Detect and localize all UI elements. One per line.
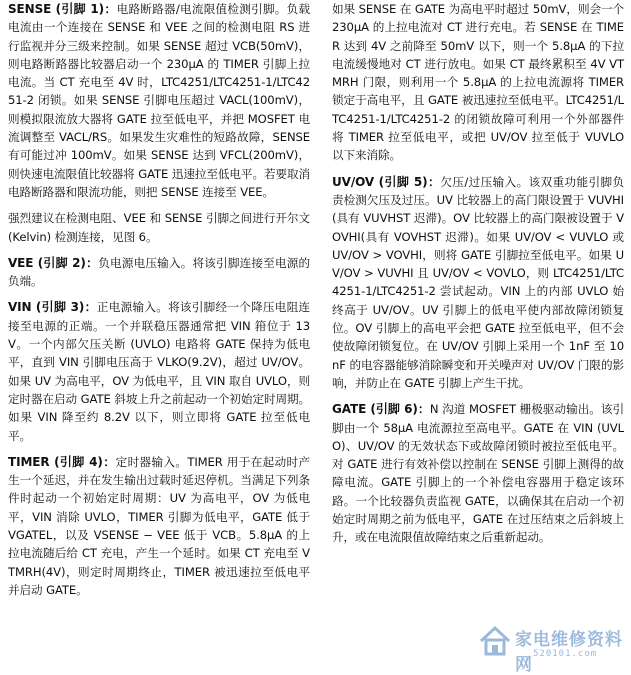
timer-continued <box>332 0 624 165</box>
pin-text: 定时器输入。TIMER 用于在起动时产生一个延迟，并在发生输出过载时延迟停机。当满足下列条件时起动一个初始定时周期：UV 为高电平，OV 为低电平，VIN 消除 UVLO，TIMER 引脚为低电平，GATE 低于 VGATEL，以及 VSENSE − VEE 低于 VCB。5.8μA 的上拉电流随后给 CT 充电，产生一个延时。如果 CT 充电至 VTMRH(4V)，则定时周期终止，TIMER 被迅速拉至低电平并启动 GATE。 <box>8 454 310 597</box>
left-column <box>8 0 310 599</box>
pin-description-vin <box>8 298 310 444</box>
pin-text: 负电源电压输入。将该引脚连接至电源的负端。 <box>8 255 311 289</box>
pin-text: 正电源输入。将该引脚经一个降压电阻连接至电源的正端。一个并联稳压器通常把 VIN 箝位于 13V。一个内部欠压关断 (UVLO) 电路将 GATE 保持为低电平，直到 VIN 引脚电压高于 VLKO(9.2V)，超过 UV/OV。如果 UV 为高电平，OV 为低电平，且 VIN 取自 UVLO，则定时器在启动 GATE 斜坡上升之前起动一个初始定时周期。如果 VIN 降至约 8.2V 以下，则立即将 GATE 拉至低电平。 <box>8 300 310 443</box>
watermark-text: 家电维修资料网 <box>515 630 623 675</box>
pin-heading: TIMER (引脚 4)： <box>8 454 116 469</box>
pin-heading: SENSE (引脚 1)： <box>8 2 117 16</box>
pin-text: 电路断路器/电流限值检测引脚。负载电流由一个连接在 SENSE 和 VEE 之间的检测电阻 RS 进行监视并分三级来控制。如果 SENSE 超过 VCB(50mV)，则电路断路器比较器启动一个 230μA 的 TIMER 引脚上拉电流。当 CT 充电至 4V 时，LTC4251/LTC4251-1/LTC4251-2 闭锁。如果 SENSE 引脚电压超过 VACL(100mV)，则模拟限流放大器将 GATE 拉至低电平，并把 MOSFET 电流调整至 VACL/RS。如果发生灾难性的短路故障，SENSE 有可能过冲 100mV。如果 SENSE 达到 VFCL(200mV)，则快速电流限值比较器将 GATE 迅速拉至低电平。若要取消电路断路器和限流功能，则把 SENSE 连接至 VEE。 <box>8 2 310 199</box>
pin-description-uv-ov <box>332 173 624 393</box>
pin-text: 如果 SENSE 在 GATE 为高电平时超过 50mV，则会一个 230μA 的上拉电流对 CT 进行充电。若 SENSE 在 TIMER 达到 4V 之前降至 50mV 以下，则一个 5.8μA 的下拉电流缓慢地对 CT 进行放电。如果 CT 最终累积至 4V VTMRH 门限，则利用一个 5.8μA 的上拉电流源将 TIMER 锁定于高电平，且 GATE 被迅速拉至低电平。LTC4251/LTC4251-1/LTC4251-2 的闭锁故障可利用一个外部器件将 TIMER 拉至低电平，或把 UV/OV 拉至低于 VUVLO 以下来消除。 <box>332 2 624 163</box>
pin-text: 欠压/过压输入。该双重功能引脚负责检测欠压及过压。UV 比较器上的高门限设置于 VUVHI(具有 VUVHST 迟滞)。OV 比较器上的高门限被设置于 VOVHI(具有 VOVHST 迟滞)。如果 UV/OV < VUVLO 或 UV/OV > VOVHI，则将 GATE 引脚拉至低电平。如果 UV/OV > VUVHI 且 UV/OV < VOVLO，则 LTC4251/LTC4251-1/LTC4251-2 尝试起动。VIN 上的内部 UVLO 始终高于 UV/OV。UV 引脚上的低电平使内部故障闭锁复位。OV 引脚上的高电平会把 GATE 拉至低电平，但不会使故障闭锁复位。在 UV/OV 引脚上采用一个 1nF 至 10nF 的电容器能够消除瞬变和开关噪声对 UV/OV 门限的影响，并防止在 GATE 引脚上产生干扰。 <box>332 174 624 390</box>
pin-description-sense <box>8 0 310 201</box>
pin-text: 强烈建议在检测电阻、VEE 和 SENSE 引脚之间进行开尔文 (Kelvin) 检测连接，见图 6。 <box>8 211 310 244</box>
pin-description-gate <box>332 400 624 546</box>
kelvin-note <box>8 209 310 246</box>
right-column <box>332 0 624 547</box>
pin-heading: GATE (引脚 6)： <box>332 402 430 417</box>
pin-description-timer <box>8 453 310 599</box>
watermark-logo <box>475 621 625 675</box>
pin-heading: VEE (引脚 2)： <box>8 255 99 270</box>
pin-text: N 沟道 MOSFET 栅极驱动输出。该引脚由一个 58μA 电流源拉至高电平。GATE 在 VIN (UVLO)、UV/OV 的无效状态下或故障闭锁时被拉至低电平。对 GATE 进行有效补偿以控制在 SENSE 引脚上测得的故障电流。GATE 引脚上的一个补偿电容器用于稳定该环路。一个比较器负责监视 GATE，以确保其在启动一个初始定时周期之前为低电平，GATE 在过压结束之后斜坡上升，或在电流限值故障结束之后重新起动。 <box>332 402 625 545</box>
pin-description-vee <box>8 254 310 291</box>
house-icon <box>477 623 513 659</box>
pin-heading: VIN (引脚 3)： <box>8 300 97 315</box>
watermark-url: 520101.com <box>533 649 598 659</box>
pin-heading: UV/OV (引脚 5)： <box>332 174 441 189</box>
